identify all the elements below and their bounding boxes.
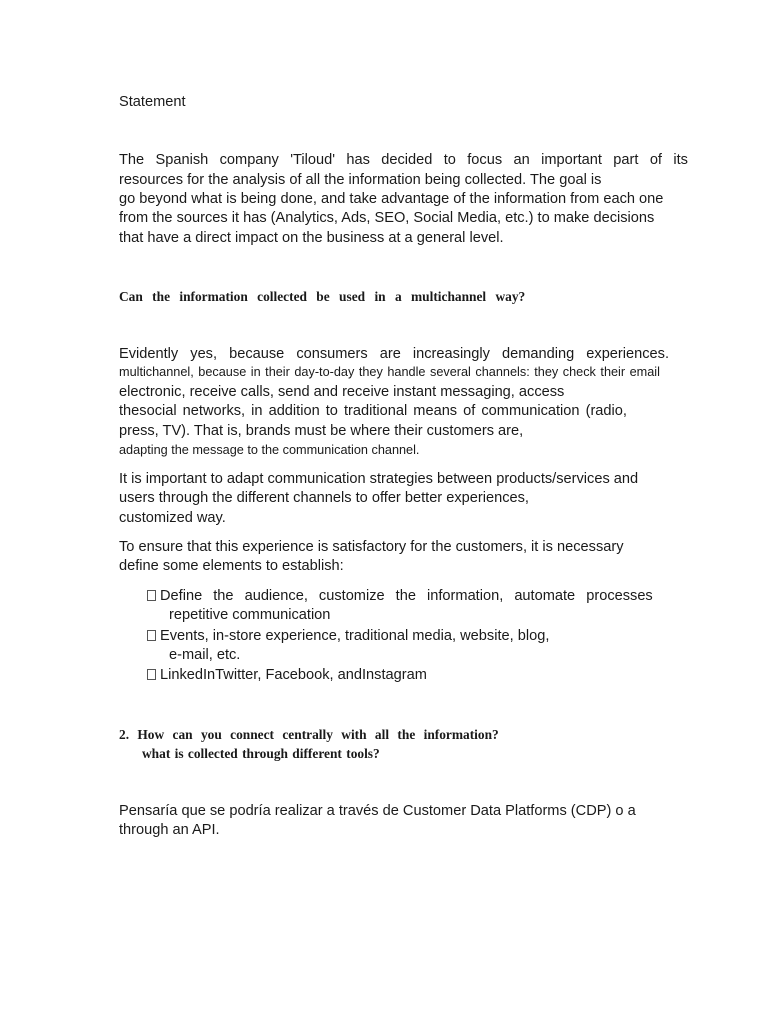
question-2-heading-line-1: 2. How can you connect centrally with all the information? [119, 727, 499, 742]
paragraph-2-line-3: customized way. [119, 510, 226, 526]
list-item [147, 587, 653, 606]
answer-1-line-1: Evidently yes, because consumers are increasingly demanding experiences. [119, 346, 670, 362]
intro-line-4: from the sources it has (Analytics, Ads, SEO, Social Media, etc.) to make decisions [119, 210, 655, 226]
paragraph-3-line-2: define some elements to establish: [119, 558, 344, 574]
intro-line-5: that have a direct impact on the business at a general level. [119, 230, 504, 246]
list-item [147, 627, 549, 646]
paragraph-3-line-1: To ensure that this experience is satisfactory for the customers, it is necessary [119, 539, 624, 555]
list-item [147, 666, 427, 685]
page-title: Statement [119, 94, 186, 110]
list-item-text: LinkedInTwitter, Facebook, andInstagram [160, 667, 427, 683]
answer-2-line-2: through an API. [119, 822, 220, 838]
paragraph-2-line-1: It is important to adapt communication strategies between products/services and [119, 471, 639, 487]
checkbox-bullet-icon [147, 669, 156, 680]
checkbox-bullet-icon [147, 630, 156, 641]
answer-1-line-2: multichannel, because in their day-to-day they handle several channels: they check their email [119, 365, 660, 379]
list-item-continuation: repetitive communication [169, 607, 331, 623]
answer-1-line-4: thesocial networks, in addition to traditional means of communication (radio, [119, 403, 627, 419]
intro-line-2: resources for the analysis of all the information being collected. The goal is [119, 172, 602, 188]
answer-1-line-6: adapting the message to the communication channel. [119, 443, 420, 457]
answer-1-line-3: electronic, receive calls, send and receive instant messaging, access [119, 384, 565, 400]
intro-line-1: The Spanish company 'Tiloud' has decided to focus an important part of its [119, 152, 688, 168]
list-item-text: Events, in-store experience, traditional media, website, blog, [160, 628, 550, 644]
answer-1-line-5: press, TV). That is, brands must be where their customers are, [119, 423, 524, 439]
checkbox-bullet-icon [147, 590, 156, 601]
list-item-text: Define the audience, customize the information, automate processes [160, 588, 653, 604]
question-1-heading: Can the information collected be used in a multichannel way? [119, 289, 526, 304]
paragraph-2-line-2: users through the different channels to offer better experiences, [119, 490, 529, 506]
question-2-heading-line-2: what is collected through different tools? [142, 746, 380, 761]
intro-line-3: go beyond what is being done, and take advantage of the information from each one [119, 191, 664, 207]
answer-2-line-1: Pensaría que se podría realizar a través de Customer Data Platforms (CDP) o a [119, 803, 636, 819]
list-item-continuation: e-mail, etc. [169, 647, 241, 663]
